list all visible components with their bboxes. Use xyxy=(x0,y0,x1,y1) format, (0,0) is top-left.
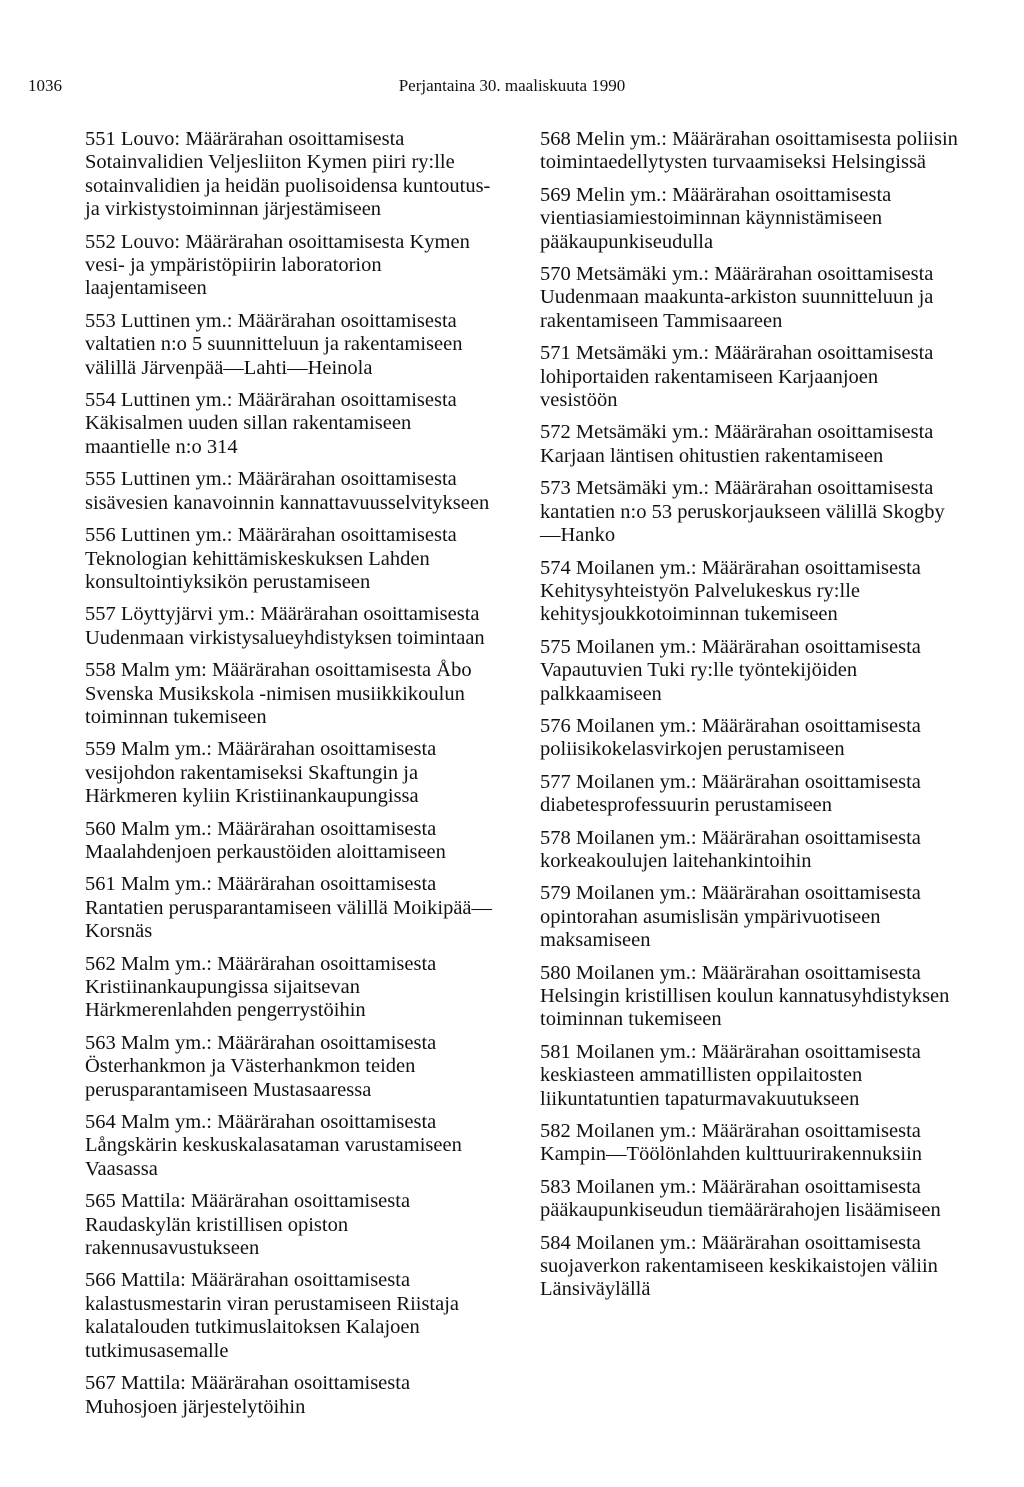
motion-entry: 561 Malm ym.: Määrärahan osoittamisesta Rantatien perusparantamiseen välillä Moikipää—Korsnäs xyxy=(85,873,493,943)
motion-entry: 577 Moilanen ym.: Määrärahan osoittamisesta diabetesprofessuurin perustamiseen xyxy=(540,770,921,817)
motion-entry: 580 Moilanen ym.: Määrärahan osoittamisesta Helsingin kristillisen koulun kannatusyhdistyksen toiminnan tukemiseen xyxy=(540,961,950,1031)
motion-entry: 565 Mattila: Määrärahan osoittamisesta Raudaskylän kristillisen opiston rakennusavustukseen xyxy=(85,1190,411,1260)
left-column xyxy=(85,128,495,1428)
motion-entry: 573 Metsämäki ym.: Määrärahan osoittamisesta kantatien n:o 53 peruskorjaukseen välillä Skogby—Hanko xyxy=(540,477,945,547)
running-head: Perjantaina 30. maaliskuuta 1990 xyxy=(398,76,626,95)
motion-entry: 581 Moilanen ym.: Määrärahan osoittamisesta keskiasteen ammatillisten oppilaitosten liikuntatuntien tapaturmavakuutukseen xyxy=(540,1040,921,1110)
motion-entry: 560 Malm ym.: Määrärahan osoittamisesta Maalahdenjoen perkaustöiden aloittamiseen xyxy=(85,817,446,863)
motion-entry: 568 Melin ym.: Määrärahan osoittamisesta poliisin toimintaedellytysten turvaamiseksi Helsingissä xyxy=(540,128,958,174)
motion-entry: 569 Melin ym.: Määrärahan osoittamisesta vientiasiamiestoiminnan käynnistämiseen pääkaupunkiseudulla xyxy=(540,183,892,253)
motion-entry: 574 Moilanen ym.: Määrärahan osoittamisesta Kehitysyhteistyön Palvelukeskus ry:lle kehitysjoukkotoiminnan tukemiseen xyxy=(540,556,921,626)
motion-entry: 564 Malm ym.: Määrärahan osoittamisesta Långskärin keskuskalasataman varustamiseen Vaasassa xyxy=(85,1111,462,1180)
motion-entry: 555 Luttinen ym.: Määrärahan osoittamisesta sisävesien kanavoinnin kannattavuusselvitykseen xyxy=(85,468,490,514)
motion-entry: 567 Mattila: Määrärahan osoittamisesta Muhosjoen järjestelytöihin xyxy=(85,1372,411,1418)
motion-entry: 572 Metsämäki ym.: Määrärahan osoittamisesta Karjaan läntisen ohitustien rakentamiseen xyxy=(540,421,934,467)
motion-entry: 553 Luttinen ym.: Määrärahan osoittamisesta valtatien n:o 5 suunnitteluun ja rakentamiseen välillä Järvenpää—Lahti—Heinola xyxy=(85,309,463,379)
motion-entry: 563 Malm ym.: Määrärahan osoittamisesta Österhankmon ja Västerhankmon teiden perusparantamiseen Mustasaaressa xyxy=(85,1031,437,1101)
motion-entry: 556 Luttinen ym.: Määrärahan osoittamisesta Teknologian kehittämiskeskuksen Lahden konsultointiyksikön perustamiseen xyxy=(85,524,457,593)
motion-entry: 558 Malm ym: Määrärahan osoittamisesta Åbo Svenska Musikskola -nimisen musiikkikoulun toiminnan tukemiseen xyxy=(85,659,472,728)
motion-entry: 554 Luttinen ym.: Määrärahan osoittamisesta Käkisalmen uuden sillan rakentamiseen maantielle n:o 314 xyxy=(85,389,457,458)
motion-entry: 575 Moilanen ym.: Määrärahan osoittamisesta Vapautuvien Tuki ry:lle työntekijöiden palkkaamiseen xyxy=(540,635,921,705)
motion-entry: 562 Malm ym.: Määrärahan osoittamisesta Kristiinankaupungissa sijaitsevan Härkmerenlahden pengerrystöihin xyxy=(85,952,437,1022)
motion-entry: 576 Moilanen ym.: Määrärahan osoittamisesta poliisikokelasvirkojen perustamiseen xyxy=(540,714,921,761)
motion-entry: 584 Moilanen ym.: Määrärahan osoittamisesta suojaverkon rakentamiseen keskikaistojen väliin Länsiväylällä xyxy=(540,1231,938,1301)
motion-entry: 566 Mattila: Määrärahan osoittamisesta kalastusmestarin viran perustamiseen Riistaja kalatalouden tutkimuslaitoksen Kalajoen tutkimusasemalle xyxy=(85,1269,460,1362)
motion-entry: 582 Moilanen ym.: Määrärahan osoittamisesta Kampin—Töölönlahden kulttuurirakennuksiin xyxy=(540,1120,923,1166)
right-column xyxy=(540,128,960,1311)
motion-entry: 578 Moilanen ym.: Määrärahan osoittamisesta korkeakoulujen laitehankintoihin xyxy=(540,826,921,872)
motion-entry: 579 Moilanen ym.: Määrärahan osoittamisesta opintorahan asumislisän ympärivuotiseen maksamiseen xyxy=(540,882,921,952)
motion-entry: 571 Metsämäki ym.: Määrärahan osoittamisesta lohiportaiden rakentamiseen Karjaanjoen vesistöön xyxy=(540,342,934,412)
motion-entry: 552 Louvo: Määrärahan osoittamisesta Kymen vesi- ja ympäristöpiirin laboratorion laajentamiseen xyxy=(85,230,470,300)
motion-entry: 559 Malm ym.: Määrärahan osoittamisesta vesijohdon rakentamiseksi Skaftungin ja Härkmeren kyliin Kristiinankaupungissa xyxy=(85,738,437,808)
motion-entry: 583 Moilanen ym.: Määrärahan osoittamisesta pääkaupunkiseudun tiemäärärahojen lisäämiseen xyxy=(540,1175,941,1222)
motion-entry: 557 Löyttyjärvi ym.: Määrärahan osoittamisesta Uudenmaan virkistysalueyhdistyksen toimintaan xyxy=(85,603,485,649)
motion-entry: 570 Metsämäki ym.: Määrärahan osoittamisesta Uudenmaan maakunta-arkiston suunnitteluun ja rakentamiseen Tammisaareen xyxy=(540,263,934,332)
page-number: 1036 xyxy=(28,76,62,95)
motion-entry: 551 Louvo: Määrärahan osoittamisesta Sotainvalidien Veljesliiton Kymen piiri ry:lle sotainvalidien ja heidän puolisoidensa kuntoutus- ja virkistystoiminnan järjestämiseen xyxy=(85,128,491,221)
